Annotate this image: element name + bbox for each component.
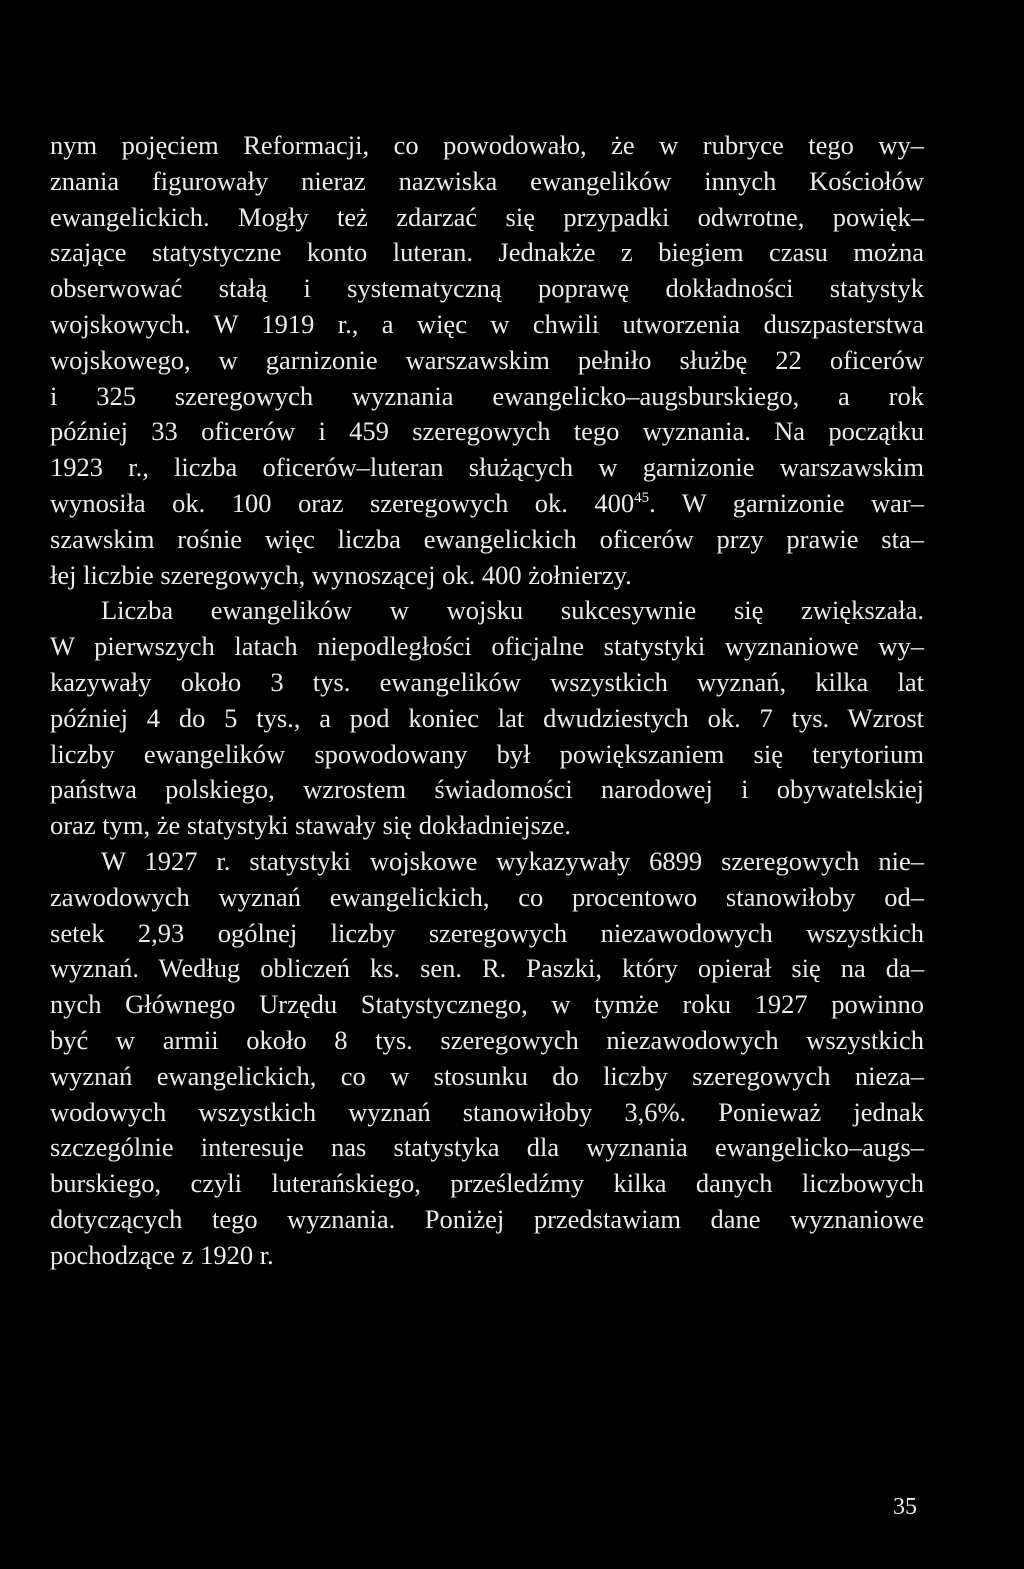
text-line-content: być w armii około 8 tys. szeregowych niezawodowych wszystkich bbox=[50, 1024, 924, 1055]
text-line bbox=[50, 880, 924, 916]
text-line-content: W 1927 r. statystyki wojskowe wykazywały 6899 szeregowych nie– bbox=[101, 845, 924, 876]
text-line bbox=[50, 737, 924, 773]
text-line bbox=[50, 772, 924, 808]
text-line bbox=[50, 164, 924, 200]
text-line-content: setek 2,93 ogólnej liczby szeregowych niezawodowych wszystkich bbox=[50, 917, 924, 948]
text-line-content: nych Głównego Urzędu Statystycznego, w tymże roku 1927 powinno bbox=[50, 989, 924, 1020]
text-line-content: państwa polskiego, wzrostem świadomości narodowej i obywatelskiej bbox=[50, 774, 924, 805]
text-line-content: Liczba ewangelików w wojsku sukcesywnie się zwiększała. bbox=[101, 595, 924, 626]
text-line-content: szające statystyczne konto luteran. Jednakże z biegiem czasu można bbox=[50, 237, 924, 268]
text-line bbox=[50, 1059, 924, 1095]
text-line-content: pochodzące z 1920 r. bbox=[50, 1239, 274, 1270]
text-line-content: wynosiła ok. 100 oraz szeregowych ok. 400 bbox=[50, 487, 635, 518]
text-line-content: 1923 r., liczba oficerów–luteran służących w garnizonie warszawskim bbox=[50, 452, 924, 483]
text-line bbox=[50, 916, 924, 952]
text-line bbox=[50, 701, 924, 737]
text-line-content: wodowych wszystkich wyznań stanowiłoby 3,6%. Ponieważ jednak bbox=[50, 1096, 924, 1127]
text-line-content: burskiego, czyli luterańskiego, prześledźmy kilka danych liczbowych bbox=[50, 1168, 924, 1199]
text-line bbox=[50, 593, 924, 629]
text-line-content: później 4 do 5 tys., a pod koniec lat dwudziestych ok. 7 tys. Wzrost bbox=[50, 702, 924, 733]
text-line-continuation: . W garnizonie war– bbox=[649, 487, 924, 518]
text-line bbox=[50, 307, 924, 343]
text-line-content: oraz tym, że statystyki stawały się dokładniejsze. bbox=[50, 810, 572, 841]
text-line bbox=[50, 522, 924, 558]
footnote-reference: 45 bbox=[634, 490, 650, 507]
page-number: 35 bbox=[893, 1494, 917, 1520]
text-line bbox=[50, 951, 924, 987]
text-line-content: liczby ewangelików spowodowany był powiększaniem się terytorium bbox=[50, 738, 924, 769]
text-line bbox=[50, 665, 924, 701]
body-text bbox=[50, 128, 924, 1274]
text-line bbox=[50, 1130, 924, 1166]
text-line bbox=[50, 1238, 924, 1274]
text-line bbox=[50, 486, 924, 522]
text-line-content: wojskowych. W 1919 r., a więc w chwili utworzenia duszpasterstwa bbox=[50, 308, 924, 339]
text-line-content: obserwować stałą i systematyczną poprawę dokładności statystyk bbox=[50, 273, 924, 304]
text-line-content: wyznań ewangelickich, co w stosunku do liczby szeregowych nieza– bbox=[50, 1060, 924, 1091]
text-line-content: zawodowych wyznań ewangelickich, co procentowo stanowiłoby od– bbox=[50, 881, 924, 912]
text-line bbox=[50, 987, 924, 1023]
text-line-content: i 325 szeregowych wyznania ewangelicko–augsburskiego, a rok bbox=[50, 380, 924, 411]
text-line-content: ewangelickich. Mogły też zdarzać się przypadki odwrotne, powięk– bbox=[50, 201, 924, 232]
text-line bbox=[50, 128, 924, 164]
text-line bbox=[50, 271, 924, 307]
text-line-content: wyznań. Według obliczeń ks. sen. R. Paszki, który opierał się na da– bbox=[50, 953, 924, 984]
text-line-content: nym pojęciem Reformacji, co powodowało, że w rubryce tego wy– bbox=[50, 130, 924, 160]
text-line bbox=[50, 1166, 924, 1202]
text-line bbox=[50, 1095, 924, 1131]
text-line-content: W pierwszych latach niepodległości oficjalne statystyki wyznaniowe wy– bbox=[50, 631, 924, 662]
text-line bbox=[50, 844, 924, 880]
text-line-content: dotyczących tego wyznania. Poniżej przedstawiam dane wyznaniowe bbox=[50, 1203, 924, 1234]
text-line bbox=[50, 558, 924, 594]
text-line bbox=[50, 808, 924, 844]
text-line-content: szawskim rośnie więc liczba ewangelickich oficerów przy prawie sta– bbox=[50, 523, 924, 554]
text-line-content: wojskowego, w garnizonie warszawskim pełniło służbę 22 oficerów bbox=[50, 344, 924, 375]
text-line-content: później 33 oficerów i 459 szeregowych tego wyznania. Na początku bbox=[50, 416, 924, 447]
text-line bbox=[50, 379, 924, 415]
text-line bbox=[50, 343, 924, 379]
text-line-content: łej liczbie szeregowych, wynoszącej ok. 400 żołnierzy. bbox=[50, 559, 632, 590]
text-line bbox=[50, 414, 924, 450]
text-line bbox=[50, 200, 924, 236]
text-line bbox=[50, 629, 924, 665]
text-line bbox=[50, 450, 924, 486]
text-line bbox=[50, 1202, 924, 1238]
text-line bbox=[50, 235, 924, 271]
text-line-content: znania figurowały nieraz nazwiska ewangelików innych Kościołów bbox=[50, 165, 924, 196]
text-line bbox=[50, 1023, 924, 1059]
text-line-content: kazywały około 3 tys. ewangelików wszystkich wyznań, kilka lat bbox=[50, 666, 924, 697]
text-line-content: szczególnie interesuje nas statystyka dla wyznania ewangelicko–augs– bbox=[50, 1132, 924, 1163]
